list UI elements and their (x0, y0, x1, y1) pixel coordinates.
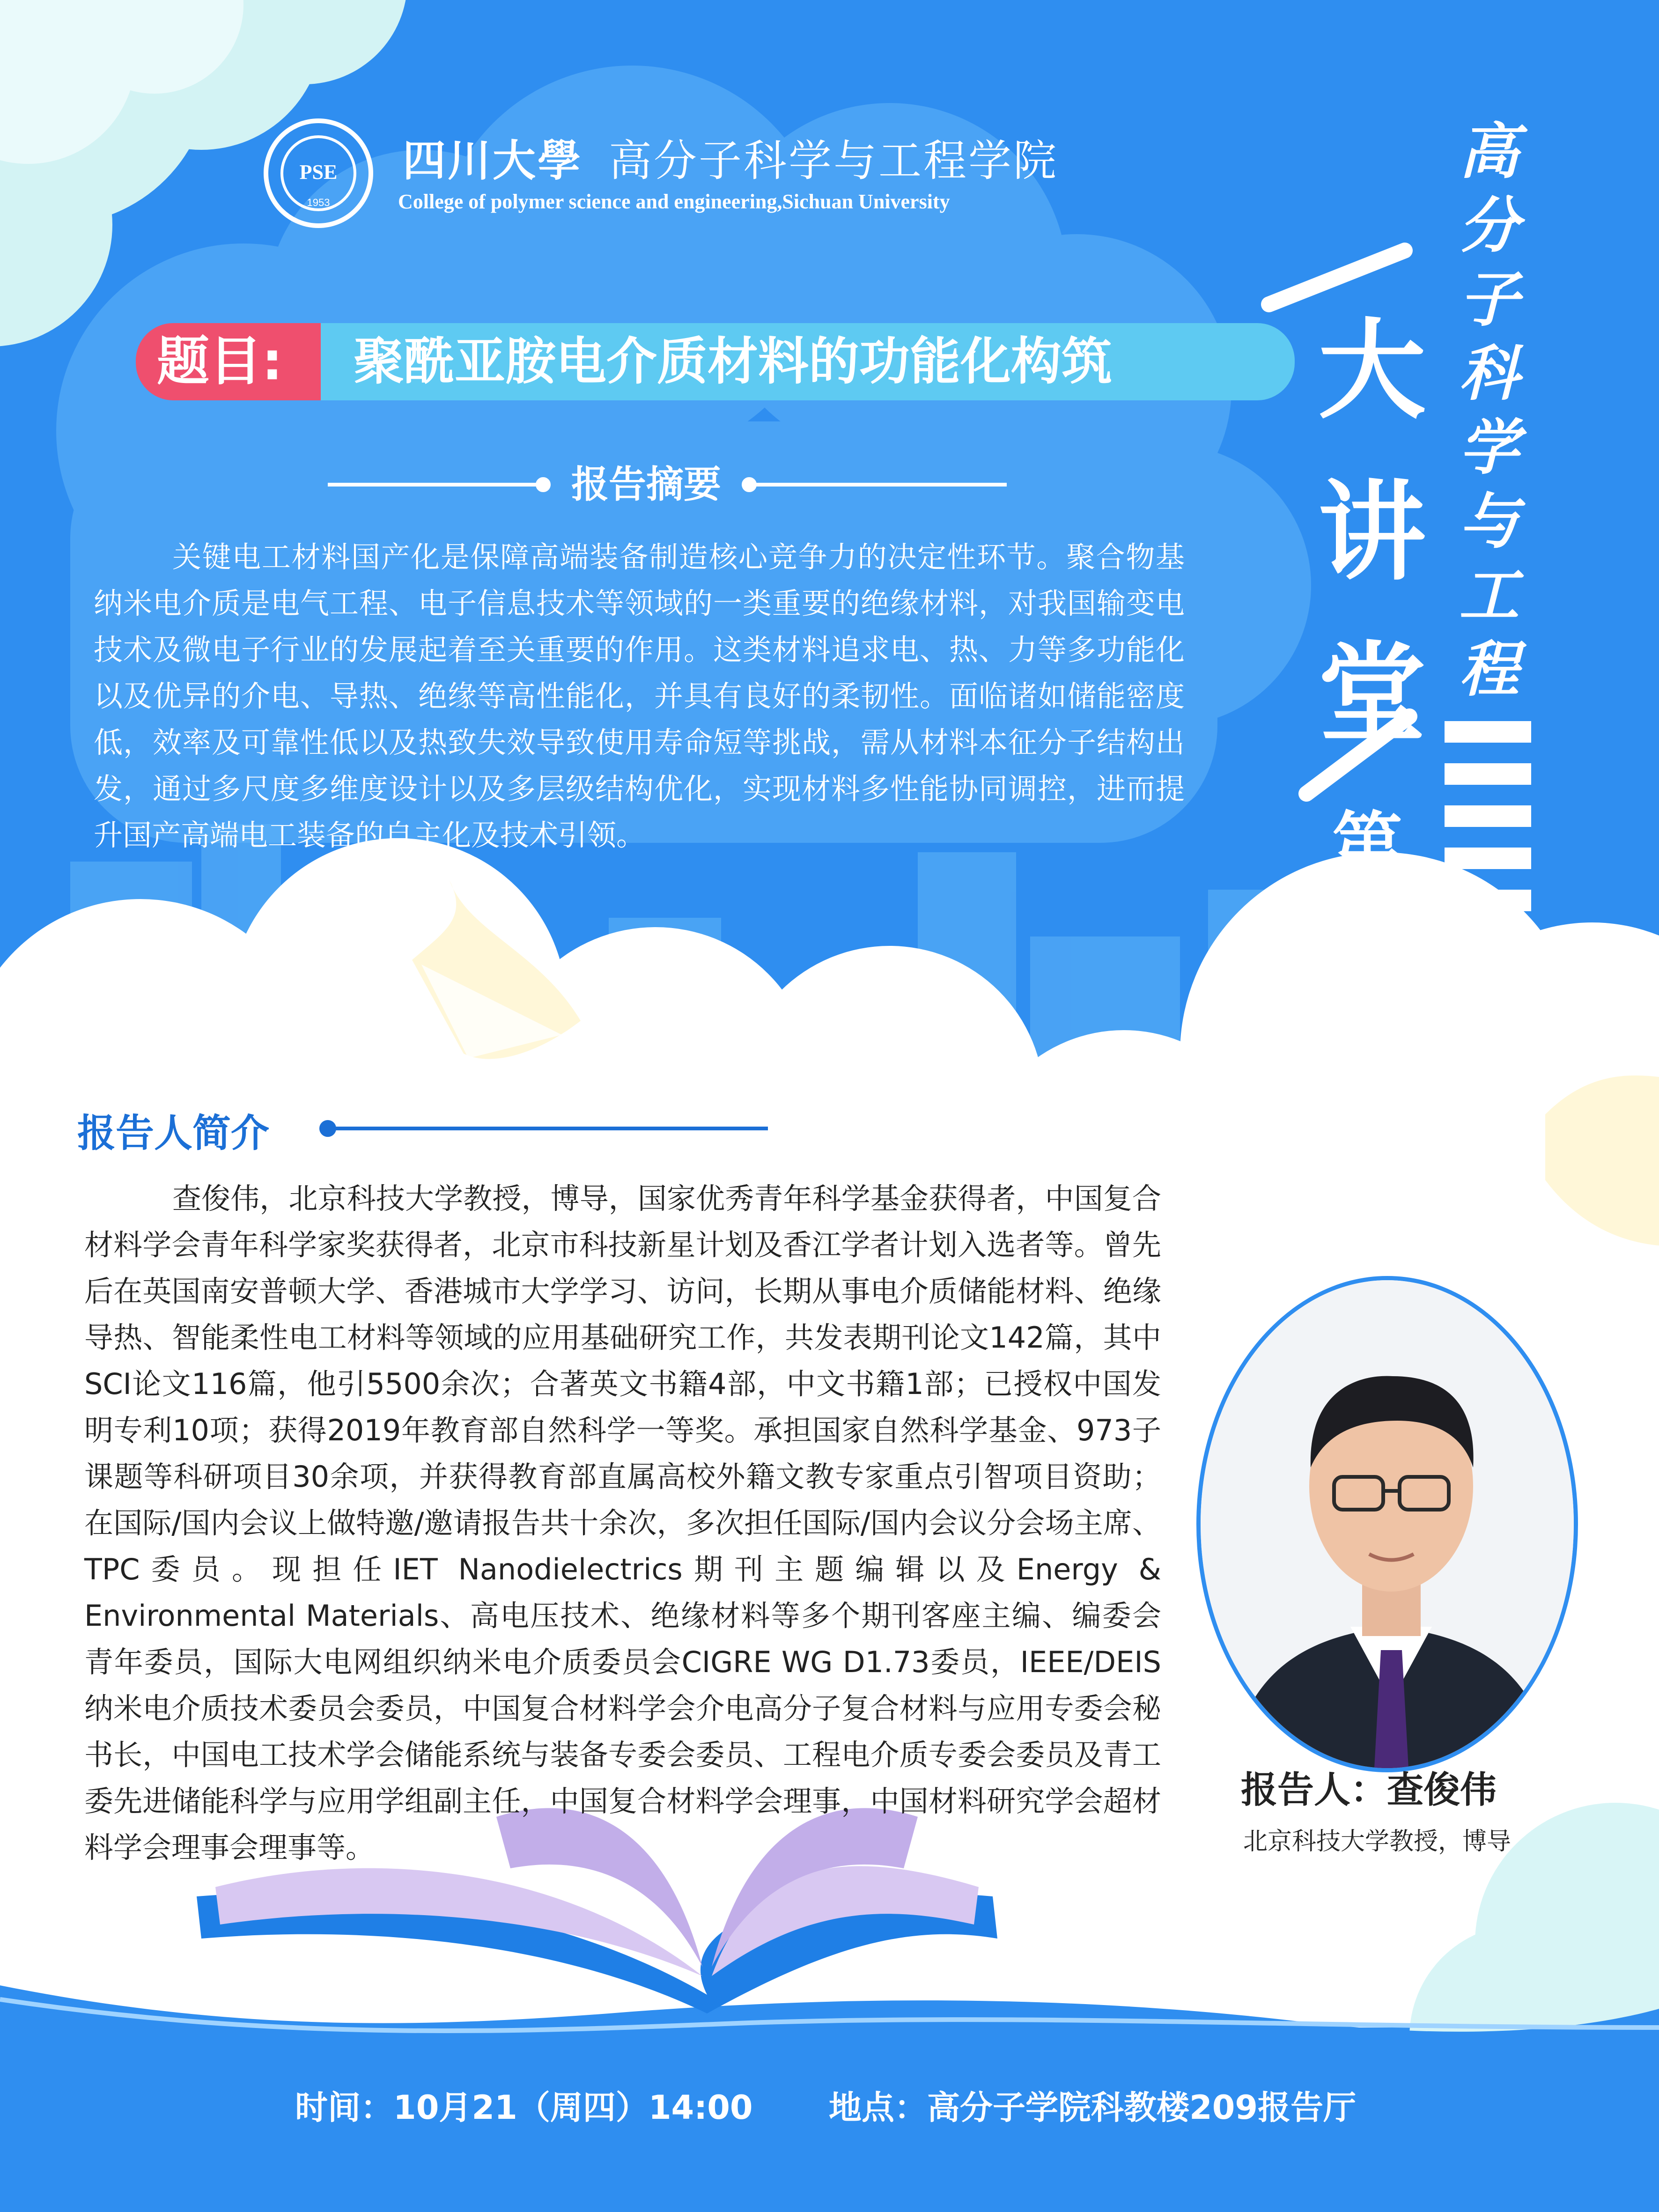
event-location: 地点：高分子学院科教楼209报告厅 (829, 2088, 1357, 2127)
lecture-hall-title (1306, 290, 1438, 775)
issue-char: 期 (1332, 964, 1402, 1045)
title-char: 讲 (1318, 470, 1426, 595)
college-english-name: College of polymer science and engineering,Sichuan University (398, 190, 950, 213)
event-time: 时间：10月21（周四）14:00 (295, 2088, 753, 2127)
abstract-body: 关键电工材料国产化是保障高端装备制造核心竞争力的决定性环节。聚合物基纳米电介质是电气工程、电子信息技术等领域的一类重要的绝缘材料，对我国输变电技术及微电子行业的发展起着至关重要的作用。这类材料追求电、热、力等多功能化以及优异的介电、导热、绝缘等高性能化，并具有良好的柔韧性。面临诸如储能密度低，效率及可靠性低以及热致失效导致使用寿命短等挑战，需从材料本征分子结构出发，通过多尺度多维度设计以及多层级结构优化，实现材料多性能协同调控，进而提升国产高端电工装备的自主化及技术引领。 (94, 540, 1185, 852)
speaker-title: 北京科技大学教授，博导 (1243, 1828, 1512, 1856)
abstract-heading: 报告摘要 (571, 463, 721, 506)
speaker-portrait-icon (1201, 1280, 1578, 1772)
college-emblem-icon (262, 117, 375, 229)
issue-char: 七 (1332, 884, 1402, 966)
speaker-name: 报告人：查俊伟 (1241, 1769, 1497, 1811)
title-char: 大 (1318, 309, 1426, 434)
bio-body: 查俊伟，北京科技大学教授，博导，国家优秀青年科学基金获得者，中国复合材料学会青年科学家奖获得者，北京市科技新星计划及香江学者计划入选者等。曾先后在英国南安普顿大学、香港城市大学学习、访问，长期从事电介质储能材料、绝缘导热、智能柔性电工材料等领域的应用基础研究工作，共发表期刊论文142篇，其中SCI论文116篇，他引5500余次；合著英文书籍4部，中文书籍1部；已授权中国发明专利10项；获得2019年教育部自然科学一等奖。承担国家自然科学基金、973子课题等科研项目30余项，并获得教育部直属高校外籍文教专家重点引智项目资助；在国际/国内会议上做特邀/邀请报告共十余次，多次担任国际/国内会议分会场主席、TPC委员。现担任IET Nanodielectrics期刊主题编辑以及Energy & Environmental Materials、高电压技术、绝缘材料等多个期刊客座主编、编委会青年委员，国际大电网组织纳米电介质委员会CIGRE WG D1.73委员，IEEE/DEIS纳米电介质技术委员会委员，中国复合材料学会介电高分子复合材料与应用专委会秘书长，中国电工技术学会储能系统与装备专委会委员、工程电介质专委会委员及青工委先进储能科学与应用学组副主任，中国复合材料学会理事，中国材料研究学会超材料学会理事会理事等。 (84, 1181, 1161, 1865)
topic-title: 聚酰亚胺电介质材料的功能化构筑 (321, 323, 1295, 400)
topic-label: 题目: (136, 323, 332, 400)
bio-heading: 报告人简介 (77, 1111, 270, 1156)
school-name: 四川大學 (403, 135, 583, 186)
emblem-text: PSE (299, 161, 338, 184)
speaker-photo (1196, 1276, 1578, 1772)
title-char: 堂 (1318, 632, 1426, 757)
school-logo-text (403, 126, 1058, 188)
issue-number (1320, 805, 1414, 1044)
emblem-year: 1953 (307, 197, 330, 208)
issue-char: 第 (1332, 804, 1402, 886)
series-name: 高分子科学与工程 (1459, 117, 1519, 705)
college-name: 高分子科学与工程学院 (609, 136, 1059, 186)
